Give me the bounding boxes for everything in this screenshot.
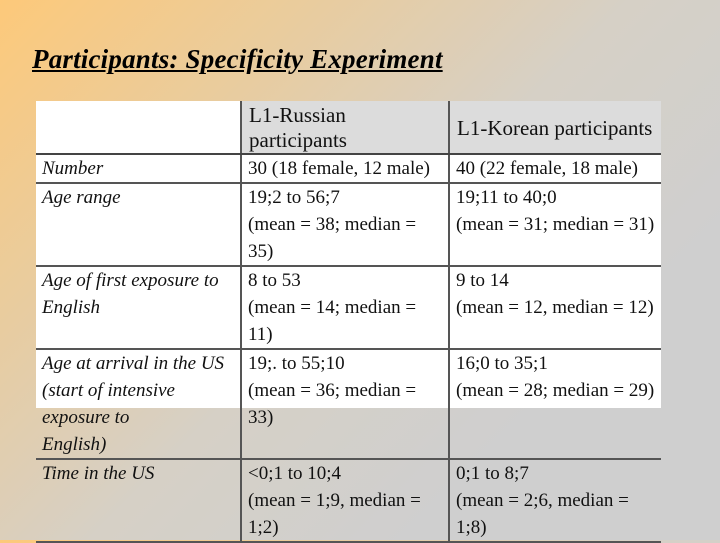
row-label-time-in-us: Time in the US	[42, 463, 155, 484]
russian-first-exposure-stats: (mean = 14; median = 11)	[248, 297, 417, 345]
table-row	[36, 183, 661, 266]
russian-number: 30 (18 female, 12 male)	[248, 158, 431, 179]
participants-table	[36, 101, 661, 538]
korean-age-range: 19;11 to 40;0	[456, 187, 557, 208]
russian-time-in-us-stats: (mean = 1;9, median = 1;2)	[248, 490, 421, 538]
korean-age-range-stats: (mean = 31; median = 31)	[456, 214, 655, 235]
korean-first-exposure: 9 to 14	[456, 270, 509, 291]
row-label-arrival: Age at arrival in the US	[42, 353, 225, 374]
table-row	[36, 154, 661, 183]
header-russian: L1-Russian participants	[241, 101, 449, 154]
russian-age-range-stats: (mean = 38; median = 35)	[248, 214, 417, 262]
row-label-age-range: Age range	[42, 187, 121, 208]
russian-arrival-stats: (mean = 36; median = 33)	[248, 380, 417, 428]
table-row	[36, 459, 661, 542]
russian-arrival: 19;. to 55;10	[248, 353, 345, 374]
table-header-row	[36, 101, 661, 154]
table-row	[36, 349, 661, 459]
row-label-arrival-cont: (start of intensive exposure to	[42, 380, 175, 428]
header-empty-cell	[36, 101, 241, 154]
korean-time-in-us-stats: (mean = 2;6, median = 1;8)	[456, 490, 629, 538]
korean-time-in-us: 0;1 to 8;7	[456, 463, 529, 484]
row-label-first-exposure: Age of first exposure to	[42, 270, 219, 291]
header-korean: L1-Korean participants	[449, 101, 661, 154]
russian-time-in-us: <0;1 to 10;4	[248, 463, 342, 484]
russian-age-range: 19;2 to 56;7	[248, 187, 340, 208]
slide-title: Participants: Specificity Experiment	[32, 44, 443, 74]
row-label-arrival-cont2: English)	[42, 434, 107, 455]
row-label-number: Number	[42, 158, 104, 179]
korean-first-exposure-stats: (mean = 12, median = 12)	[456, 297, 654, 318]
table-row	[36, 266, 661, 349]
korean-arrival-stats: (mean = 28; median = 29)	[456, 380, 655, 401]
korean-arrival: 16;0 to 35;1	[456, 353, 548, 374]
korean-number: 40 (22 female, 18 male)	[456, 158, 639, 179]
row-label-first-exposure-cont: English	[42, 297, 101, 318]
russian-first-exposure: 8 to 53	[248, 270, 301, 291]
